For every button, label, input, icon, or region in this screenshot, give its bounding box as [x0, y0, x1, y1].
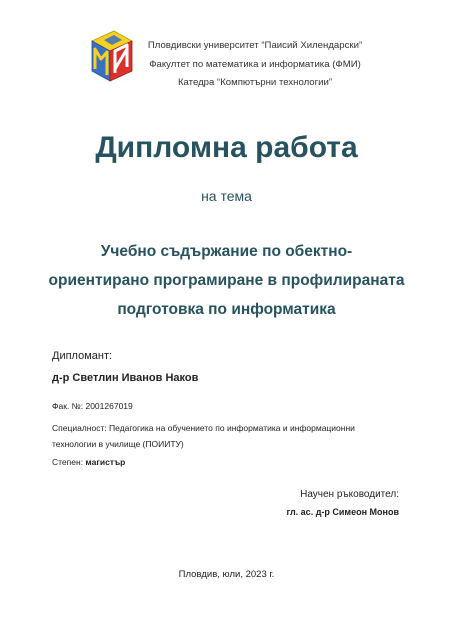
- topic-line-2: ориентирано програмиране в профилираната: [48, 272, 405, 289]
- fmi-logo-icon: [84, 29, 136, 87]
- supervisor-label: Научен ръководител:: [300, 489, 399, 500]
- faculty-number: Фак. №: 2001267019: [52, 401, 133, 411]
- document-title: Дипломна работа: [95, 131, 358, 164]
- institution-header: [140, 37, 370, 93]
- document-subtitle: на тема: [201, 188, 252, 204]
- place-date: Пловдив, юли, 2023 г.: [178, 569, 275, 580]
- supervisor-name: гл. ас. д-р Симеон Монов: [286, 507, 399, 517]
- topic-line-3: подготовка по информатика: [117, 301, 336, 318]
- specialty: [52, 420, 392, 452]
- degree-value: магистър: [85, 457, 126, 467]
- graduate-label: Дипломант:: [52, 350, 113, 362]
- thesis-topic: [40, 237, 413, 324]
- specialty-line-2: технологии в училище (ПОИИТУ): [52, 439, 184, 449]
- specialty-line-1: Специалност: Педагогика на обучението по информатика и информационни: [52, 423, 355, 433]
- degree: [52, 457, 125, 467]
- department-name: Катедра “Компютърни технологии”: [177, 77, 333, 88]
- university-name: Пловдивски университет “Паисий Хилендарски”: [147, 40, 363, 51]
- topic-line-1: Учебно съдържание по обектно-: [100, 243, 353, 260]
- graduate-name: д-р Светлин Иванов Наков: [52, 372, 199, 384]
- faculty-name: Факултет по математика и информатика (ФМИ): [149, 58, 361, 70]
- degree-label: Степен:: [52, 457, 86, 467]
